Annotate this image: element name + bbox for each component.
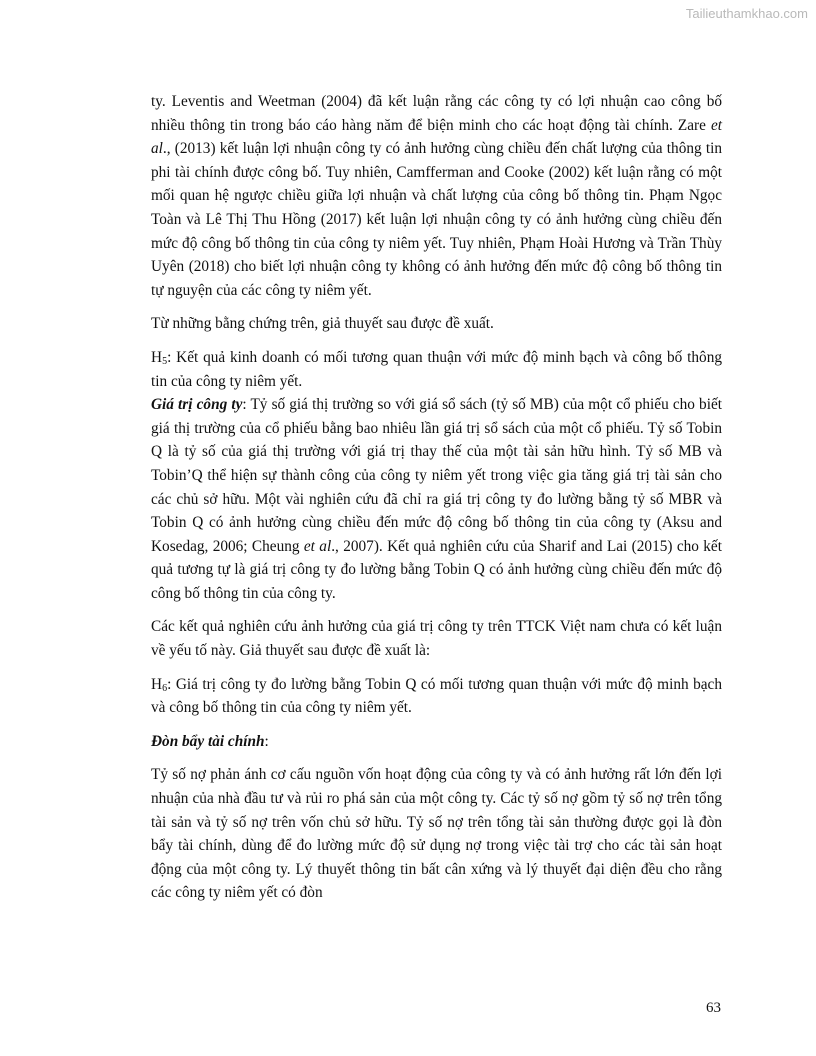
paragraph-profit-literature: ty. Leventis and Weetman (2004) đã kết luận rằng các công ty có lợi nhuận cao công bố nhiều thông tin trong báo cáo hàng năm để biện minh cho các hoạt động tài chính. Zare et al., (2013) kết luận lợi nhuận công ty có ảnh hưởng cùng chiều đến chất lượng của thông tin phi tài chính được công bố. Tuy nhiên, Camfferman and Cooke (2002) kết luận rằng có một mối quan hệ ngược chiều giữa lợi nhuận và chất lượng của công bố thông tin. Phạm Ngọc Toàn và Lê Thị Thu Hồng (2017) kết luận lợi nhuận công ty có ảnh hưởng cùng chiều đến mức độ công bố thông tin của công ty niêm yết. Tuy nhiên, Phạm Hoài Hương và Trần Thùy Uyên (2018) cho biết lợi nhuận công ty không có ảnh hưởng đến mức độ công bố thông tin tự nguyện của các công ty niêm yết. <box>151 93 722 299</box>
paragraph-hypothesis-intro: Từ những bằng chứng trên, giả thuyết sau được đề xuất. <box>151 315 494 333</box>
page-number: 63 <box>706 1000 721 1016</box>
section-heading-leverage: Đòn bẩy tài chính: <box>151 732 269 750</box>
page-body <box>151 90 722 915</box>
watermark: Tailieuthamkhao.com <box>685 6 808 21</box>
paragraph-firm-value: Giá trị công ty: Tỷ số giá thị trường so với giá sổ sách (tỷ số MB) của một cổ phiếu cho biết giá thị trường của cổ phiếu bằng bao nhiêu lần giá trị sổ sách của một cổ phiếu. Tỷ số Tobin Q là tỷ số của giá thị trường với giá trị thay thế của một tài sản hữu hình. Tỷ số MB và Tobin’Q thể hiện sự thành công của công ty niêm yết trong việc gia tăng giá trị tài sản cho các chủ sở hữu. Một vài nghiên cứu đã chỉ ra giá trị công ty đo lường bằng tỷ số MBR và Tobin Q có ảnh hưởng cùng chiều đến mức độ công bố thông tin của công ty (Aksu and Kosedag, 2006; Cheung et al., 2007). Kết quả nghiên cứu của Sharif and Lai (2015) cho kết quả tương tự là giá trị công ty đo lường bằng Tobin Q có ảnh hưởng cùng chiều đến mức độ công bố thông tin của công ty. <box>151 396 722 602</box>
paragraph-leverage: Tỷ số nợ phản ánh cơ cấu nguồn vốn hoạt động của công ty và có ảnh hưởng rất lớn đến lợi nhuận của nhà đầu tư và rủi ro phá sản của một công ty. Các tỷ số nợ gồm tỷ số nợ trên tổng tài sản và tỷ số nợ trên vốn chủ sở hữu. Tỷ số nợ trên tổng tài sản thường được gọi là đòn bẩy tài chính, dùng để đo lường mức độ sử dụng nợ trong việc tài trợ cho các tài sản hoạt động của một công ty. Lý thuyết thông tin bất cân xứng và lý thuyết đại diện đều cho rằng các công ty niêm yết có đòn <box>151 766 722 902</box>
paragraph-vietnam-results: Các kết quả nghiên cứu ảnh hưởng của giá trị công ty trên TTCK Việt nam chưa có kết luận về yếu tố này. Giả thuyết sau được đề xuất là: <box>151 618 722 660</box>
section-heading-firm-value: Giá trị công ty <box>151 396 243 414</box>
hypothesis-h6: $H_6$: Giá trị công ty đo lường bằng Tobin Q có mối tương quan thuận với mức độ minh bạch và công bố thông tin của công ty niêm yết. <box>151 675 722 717</box>
hypothesis-h5: $H_5$: Kết quả kinh doanh có mối tương quan thuận với mức độ minh bạch và công bố thông tin của công ty niêm yết. <box>151 348 722 390</box>
